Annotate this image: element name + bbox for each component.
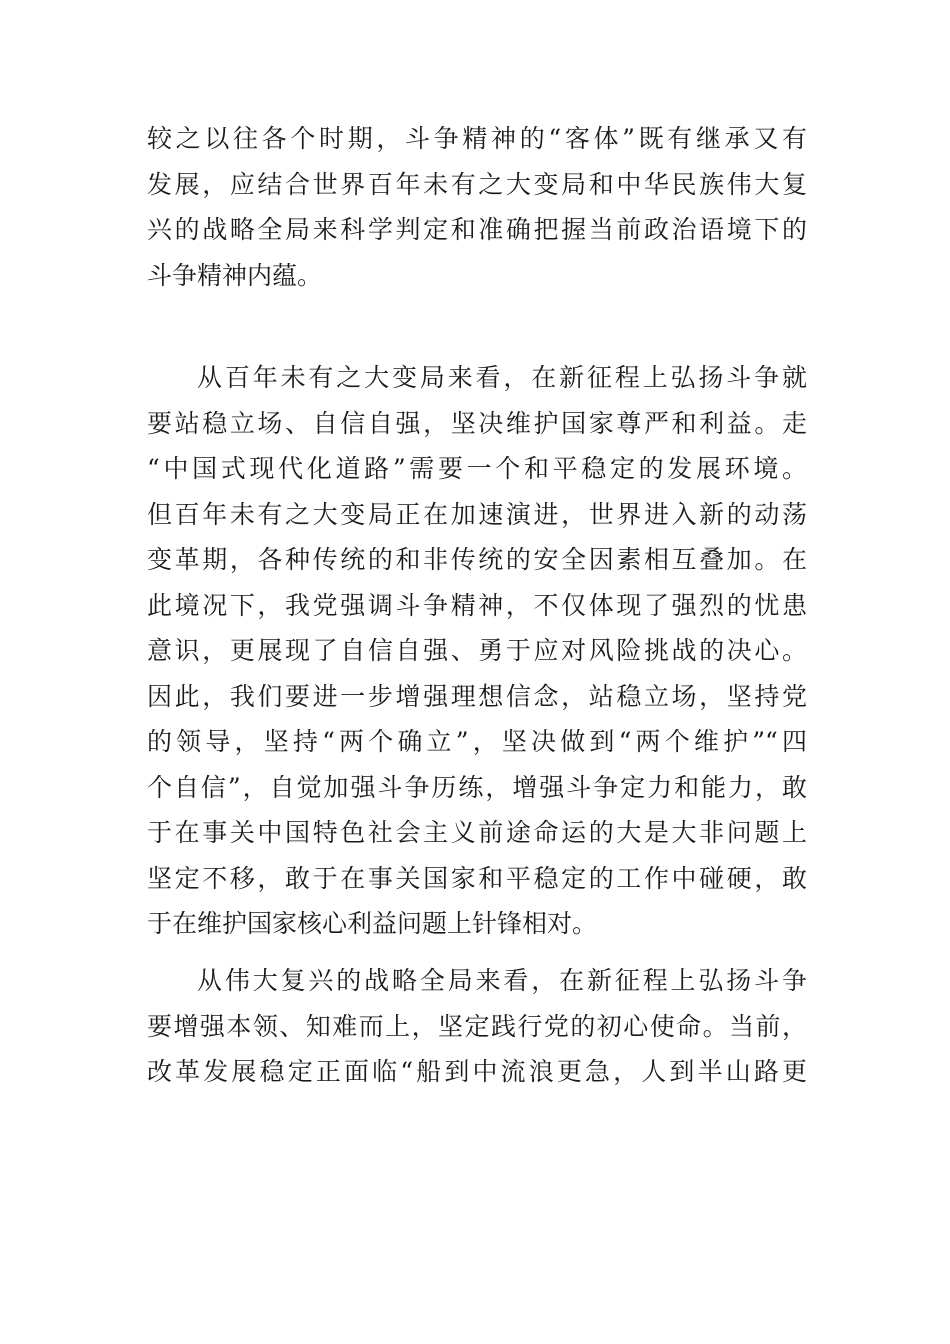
paragraph-3 <box>147 958 807 1095</box>
paragraph-line: 发展，应结合世界百年未有之大变局和中华民族伟大复 <box>147 169 807 199</box>
paragraph-line: 从百年未有之大变局来看，在新征程上弘扬斗争就 <box>197 363 807 392</box>
paragraph-line: 斗争精神内蕴。 <box>147 260 323 290</box>
paragraph-1 <box>147 116 807 298</box>
paragraph-line: 但百年未有之大变局正在加速演进，世界进入新的动荡 <box>147 499 807 529</box>
paragraph-line: “中国式现代化道路”需要一个和平稳定的发展环境。 <box>147 454 807 483</box>
paragraph-line: 从伟大复兴的战略全局来看，在新征程上弘扬斗争 <box>197 966 807 995</box>
paragraph-line: 于在事关中国特色社会主义前途命运的大是大非问题上 <box>147 818 807 847</box>
paragraph-line: 的领导，坚持“两个确立”，坚决做到“两个维护”“四 <box>147 727 807 756</box>
paragraph-line: 个自信”，自觉加强斗争历练，增强斗争定力和能力，敢 <box>147 772 807 802</box>
paragraph-line: 于在维护国家核心利益问题上针锋相对。 <box>147 909 598 938</box>
paragraph-line: 变革期，各种传统的和非传统的安全因素相互叠加。在 <box>147 545 807 574</box>
paragraph-line: 此境况下，我党强调斗争精神，不仅体现了强烈的忧患 <box>147 590 807 620</box>
paragraph-line: 因此，我们要进一步增强理想信念，站稳立场，坚持党 <box>147 681 807 711</box>
paragraph-line: 要增强本领、知难而上，坚定践行党的初心使命。当前， <box>147 1011 807 1041</box>
paragraph-2 <box>147 355 807 947</box>
paragraph-line: 兴的战略全局来科学判定和准确把握当前政治语境下的 <box>147 215 807 244</box>
paragraph-line: 坚定不移，敢于在事关国家和平稳定的工作中碰硬，敢 <box>147 863 807 893</box>
paragraph-line: 要站稳立场、自信自强，坚决维护国家尊严和利益。走 <box>147 408 807 438</box>
paragraph-line: 意识，更展现了自信自强、勇于应对风险挑战的决心。 <box>147 636 807 665</box>
paragraph-line: 改革发展稳定正面临“船到中流浪更急，人到半山路更 <box>147 1057 807 1086</box>
paragraph-line: 较之以往各个时期，斗争精神的“客体”既有继承又有 <box>147 124 807 153</box>
